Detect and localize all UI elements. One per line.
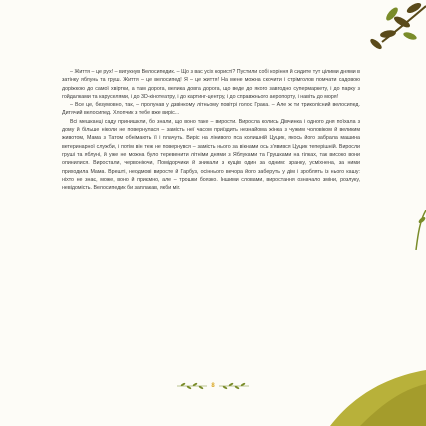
right-stem-illustration	[412, 210, 426, 250]
branch-leaves-illustration	[352, 0, 426, 70]
page-number: 8	[211, 383, 215, 389]
story-text	[62, 68, 360, 192]
paragraph-growing-up: Всі мешканці саду принишкли, бо знали, що воно таке – вирости. Виросла колись Дівчинка і одного дня поїхала з дому й більше ніколи не повернулася – замість неї часом приїздить незнайома жінка з чужим чоловіком й великим животом, Мама з Татом обнімають її і плачуть. Виріс на лінивого пса колишній Цуцик, якось його забрала машина ветеринарної служби, і потім він теж не повернувся – замість нього за вікнами ось з'явився Цуцик теперішній. Виросли груші та яблуні, й уже не можна було теревенити літніми днями з Яблуками та Грушками на гілках, так високо вони опинилися. Виростали, червоніючи, Помідорчики й зникали з кущів один за одним: зранку, усміхнена, за ними приходила Мама. Врешті, неодмові виросте й Гарбуз, осіннього вечора його заберуть у дім і зроблять із нього кашу: ніхто не знає, може, воно й приємно, але – трошки боязко. Іншими словами, виростання означало зміни, розлуку, невідомість. Велосипедик би заплакав, якби міг.	[62, 118, 360, 192]
paragraph-velosypedyk-speech: – Життя – це рух! – вигукнув Велосипедик. – Що з вас усіх користі? Пустили собі коріння й сидите тут цілими днями в затінку яблунь та груш. Життя – це велосипед! Я – це життя! На мене можна скочити і стрімголов помчати садовою доріжкою до самої хвіртки, а там дорога, велика довга дорога, що веде до якого завгодно супермаркету, і до парку з гойдалками та каруселями, і до 3D-кінотеатру, і до картинг-центру, і до справжнього аеропорту, і навіть до моря!	[62, 69, 360, 100]
right-sprig-icon	[219, 382, 249, 390]
left-sprig-icon	[177, 382, 207, 390]
paragraph-hrak-reply: – Все це, безумовно, так, – пролунав у дзвінкому літньому повітрі голос Грака. – Але ж ти триколісний велосипед. Дитячий велосипед. Хлопчик з тебе вже виріс...	[62, 102, 360, 117]
grass-hill-illustration	[330, 360, 426, 426]
